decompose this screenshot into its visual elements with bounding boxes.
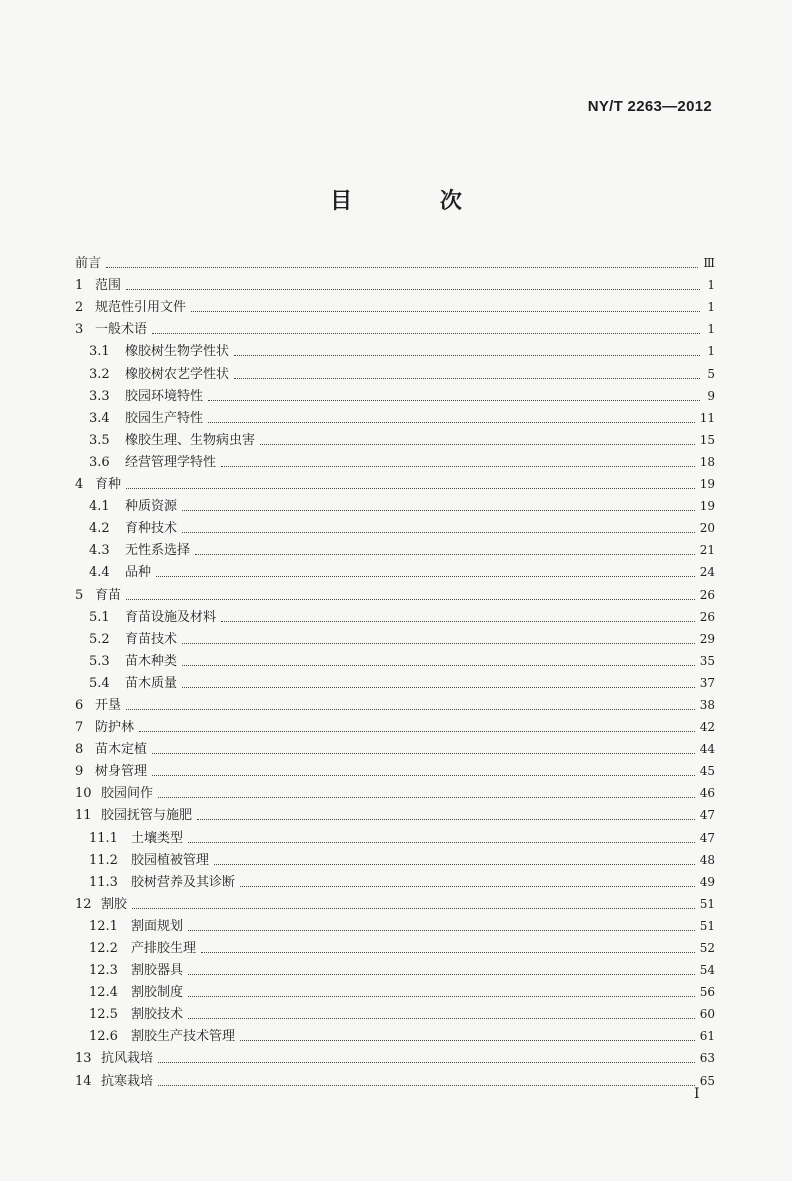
dot-leader (234, 378, 700, 379)
toc-entry[interactable] (75, 890, 715, 912)
toc-entry-number: 4 (75, 477, 84, 493)
toc-entry[interactable] (75, 625, 715, 647)
toc-entry-number: 6 (75, 697, 84, 713)
toc-entry-label: 范围 (95, 278, 122, 294)
toc-entry-number: 3.1 (89, 344, 110, 360)
toc-entry-label: 一般术语 (95, 322, 148, 338)
toc-entry-page: 54 (699, 963, 715, 978)
dot-leader (191, 311, 700, 312)
toc-entry-page: 20 (699, 521, 715, 536)
toc-entry-page: 18 (699, 454, 715, 469)
dot-leader (158, 1062, 695, 1063)
toc-entry-label: 种质资源 (125, 499, 178, 515)
toc-entry-label: 开垦 (95, 697, 122, 713)
page-folio: Ⅰ (694, 1086, 700, 1102)
toc-entry[interactable] (75, 691, 715, 713)
toc-entry-number: 13 (75, 1051, 92, 1067)
toc-entry-page: 52 (699, 941, 715, 955)
toc-entry[interactable] (75, 603, 715, 625)
dot-leader (182, 643, 695, 644)
toc-entry-page: 46 (699, 786, 715, 801)
toc-entry-page: 44 (699, 742, 715, 757)
toc-entry-page: 45 (699, 764, 715, 779)
dot-leader (197, 819, 695, 820)
toc-entry-label: 苗木种类 (125, 653, 178, 669)
toc-entry-number: 5.2 (89, 631, 110, 647)
toc-entry[interactable] (75, 470, 715, 492)
toc-entry-label: 橡胶生理、生物病虫害 (125, 432, 256, 448)
toc-entry-number: 8 (75, 742, 84, 758)
dot-leader (139, 731, 695, 732)
dot-leader (260, 444, 695, 445)
dot-leader (188, 930, 695, 931)
standard-number: NY/T 2263—2012 (587, 98, 712, 115)
toc-entry-number: 12.1 (89, 918, 118, 934)
toc-entry-page: 1 (707, 344, 715, 359)
dot-leader (188, 974, 695, 975)
toc-entry[interactable] (75, 448, 715, 470)
dot-leader (106, 267, 698, 268)
toc-entry-page: 19 (699, 477, 715, 492)
toc-entry-number: 5.1 (89, 609, 110, 625)
toc-entry[interactable] (75, 359, 715, 381)
toc-entry-number: 4.2 (89, 521, 110, 537)
toc-entry-label: 育种技术 (125, 521, 178, 537)
toc-entry[interactable] (75, 713, 715, 735)
toc-entry-label: 割面规划 (131, 918, 184, 934)
toc-entry-page: 21 (699, 543, 715, 558)
toc-entry[interactable] (75, 514, 715, 536)
toc-entry[interactable] (75, 779, 715, 801)
toc-entry-number: 12.4 (89, 985, 118, 1001)
toc-entry-page: 11 (699, 410, 715, 425)
toc-entry[interactable] (75, 934, 715, 956)
toc-entry-number: 12.2 (89, 941, 118, 956)
dot-leader (208, 422, 695, 423)
toc-entry-page: 5 (707, 366, 715, 381)
dot-leader (221, 466, 695, 467)
toc-entry-page: 38 (699, 697, 715, 712)
dot-leader (158, 797, 695, 798)
toc-entry[interactable] (75, 1066, 715, 1088)
toc-entry-number: 11.3 (89, 874, 118, 890)
toc-entry-label: 割胶技术 (131, 1007, 184, 1023)
toc-entry-number: 1 (75, 278, 84, 294)
toc-entry[interactable] (75, 337, 715, 359)
toc-entry[interactable] (75, 846, 715, 868)
dot-leader (208, 400, 700, 401)
toc-entry[interactable] (75, 580, 715, 602)
dot-leader (201, 952, 695, 953)
toc-entry-page: 15 (699, 432, 715, 447)
toc-entry-page: 48 (699, 852, 715, 867)
page-title: 目 次 (330, 189, 502, 214)
dot-leader (156, 576, 695, 577)
toc-entry-label: 苗木质量 (125, 675, 178, 691)
toc-entry-label: 胶园抚管与施肥 (101, 808, 193, 824)
toc-entry-number: 3.3 (89, 388, 110, 404)
toc-entry[interactable] (75, 735, 715, 757)
dot-leader (182, 687, 695, 688)
toc-entry-number: 11 (75, 808, 92, 824)
toc-entry[interactable] (75, 404, 715, 426)
toc-entry-page: 51 (699, 918, 715, 933)
toc-entry-page: 9 (707, 388, 715, 403)
toc-entry[interactable] (75, 978, 715, 1000)
toc-entry-number: 11.1 (89, 830, 118, 846)
toc-entry[interactable] (75, 249, 715, 271)
toc-entry[interactable] (75, 536, 715, 558)
toc-entry-number: 3.2 (89, 366, 110, 382)
toc-entry-number: 10 (75, 786, 92, 802)
dot-leader (240, 886, 695, 887)
toc-entry[interactable] (75, 1044, 715, 1066)
toc-entry-page: Ⅲ (703, 256, 715, 271)
toc-entry-label: 胶树营养及其诊断 (131, 874, 236, 890)
toc-entry-label: 抗寒栽培 (101, 1073, 154, 1089)
toc-entry-page: 1 (707, 322, 715, 337)
toc-entry-label: 胶园生产特性 (125, 410, 204, 426)
dot-leader (126, 709, 695, 710)
dot-leader (126, 599, 695, 600)
toc-entry[interactable] (75, 757, 715, 779)
table-of-contents (75, 249, 715, 1089)
dot-leader (126, 289, 700, 290)
toc-entry-number: 2 (75, 300, 84, 316)
dot-leader (195, 554, 695, 555)
dot-leader (152, 333, 700, 334)
toc-entry-page: 29 (699, 631, 715, 646)
toc-entry-label: 育苗技术 (125, 631, 178, 647)
toc-entry-label: 橡胶树生物学性状 (125, 344, 230, 360)
toc-entry-label: 胶园间作 (101, 786, 154, 802)
toc-entry-label: 防护林 (95, 720, 135, 736)
toc-entry[interactable] (75, 426, 715, 448)
toc-entry[interactable] (75, 669, 715, 691)
toc-entry[interactable] (75, 647, 715, 669)
toc-entry-label: 育苗 (95, 587, 122, 603)
toc-entry[interactable] (75, 912, 715, 934)
dot-leader (158, 1085, 695, 1086)
toc-entry-label: 抗风栽培 (101, 1051, 154, 1067)
toc-entry-number: 3 (75, 322, 84, 338)
toc-entry-number: 5 (75, 587, 84, 603)
toc-entry-label: 品种 (125, 565, 152, 581)
dot-leader (132, 908, 695, 909)
toc-entry-page: 47 (699, 808, 715, 823)
dot-leader (188, 842, 695, 843)
toc-entry-number: 4.4 (89, 565, 110, 581)
toc-entry-page: 35 (699, 653, 715, 668)
toc-entry-number: 12 (75, 896, 92, 912)
toc-entry-number: 4.1 (89, 499, 110, 515)
toc-entry-number: 3.6 (89, 454, 110, 470)
toc-entry-label: 割胶 (101, 896, 128, 912)
toc-entry-number: 3.5 (89, 432, 110, 448)
dot-leader (221, 621, 695, 622)
toc-entry[interactable] (75, 492, 715, 514)
toc-entry-page: 26 (699, 587, 715, 602)
toc-entry-label: 胶园植被管理 (131, 852, 210, 868)
toc-entry-number: 4.3 (89, 543, 110, 559)
toc-entry[interactable] (75, 558, 715, 580)
dot-leader (126, 488, 695, 489)
toc-entry-label: 胶园环境特性 (125, 388, 204, 404)
dot-leader (152, 775, 695, 776)
dot-leader (240, 1040, 695, 1041)
toc-entry-number: 3.4 (89, 410, 110, 426)
toc-entry-page: 49 (699, 874, 715, 889)
toc-entry-page: 26 (699, 609, 715, 624)
toc-entry-page: 37 (699, 675, 715, 690)
dot-leader (182, 532, 695, 533)
toc-entry-label: 割胶制度 (131, 985, 184, 1001)
dot-leader (188, 1018, 695, 1019)
toc-entry-page: 60 (699, 1007, 715, 1022)
toc-entry-label: 割胶生产技术管理 (131, 1029, 236, 1045)
dot-leader (214, 864, 695, 865)
toc-entry-label: 育种 (95, 477, 122, 493)
toc-entry-number: 7 (75, 720, 84, 736)
toc-entry-page: 51 (699, 896, 715, 911)
toc-entry-page: 1 (707, 300, 715, 315)
toc-entry-number: 9 (75, 764, 84, 780)
toc-entry-label: 树身管理 (95, 764, 148, 780)
toc-entry-number: 12.3 (89, 963, 118, 979)
toc-entry[interactable] (75, 271, 715, 293)
toc-entry[interactable] (75, 293, 715, 315)
toc-entry[interactable] (75, 1022, 715, 1044)
toc-entry-label: 规范性引用文件 (95, 300, 187, 316)
dot-leader (188, 996, 695, 997)
toc-entry-label: 育苗设施及材料 (125, 609, 217, 625)
toc-entry-label: 割胶器具 (131, 963, 184, 979)
toc-entry-number: 5.3 (89, 653, 110, 669)
toc-entry-page: 24 (699, 565, 715, 580)
toc-entry-page: 42 (699, 720, 715, 735)
toc-entry-page: 61 (699, 1029, 715, 1044)
toc-entry-label: 前言 (75, 256, 102, 272)
toc-entry-page: 47 (699, 830, 715, 845)
toc-entry-label: 无性系选择 (125, 543, 191, 559)
toc-entry-page: 65 (699, 1073, 715, 1088)
toc-entry[interactable] (75, 382, 715, 404)
toc-entry-label: 经营管理学特性 (125, 454, 217, 470)
toc-entry-page: 63 (699, 1051, 715, 1066)
toc-entry-number: 11.2 (89, 852, 118, 868)
toc-entry[interactable] (75, 823, 715, 845)
toc-entry-label: 土壤类型 (131, 830, 184, 846)
toc-entry-label: 橡胶树农艺学性状 (125, 366, 230, 382)
toc-entry[interactable] (75, 1000, 715, 1022)
dot-leader (182, 510, 695, 511)
toc-entry-page: 1 (707, 278, 715, 293)
toc-entry-number: 12.6 (89, 1029, 118, 1045)
toc-entry[interactable] (75, 315, 715, 337)
dot-leader (234, 355, 700, 356)
toc-entry-number: 12.5 (89, 1007, 118, 1023)
toc-entry[interactable] (75, 956, 715, 978)
toc-entry-label: 产排胶生理 (131, 941, 197, 956)
toc-entry-number: 14 (75, 1073, 92, 1089)
dot-leader (152, 753, 695, 754)
dot-leader (182, 665, 695, 666)
toc-entry-page: 56 (699, 985, 715, 1000)
toc-entry[interactable] (75, 801, 715, 823)
toc-entry[interactable] (75, 868, 715, 890)
toc-entry-page: 19 (699, 499, 715, 514)
toc-entry-label: 苗木定植 (95, 742, 148, 758)
toc-entry-number: 5.4 (89, 675, 110, 691)
